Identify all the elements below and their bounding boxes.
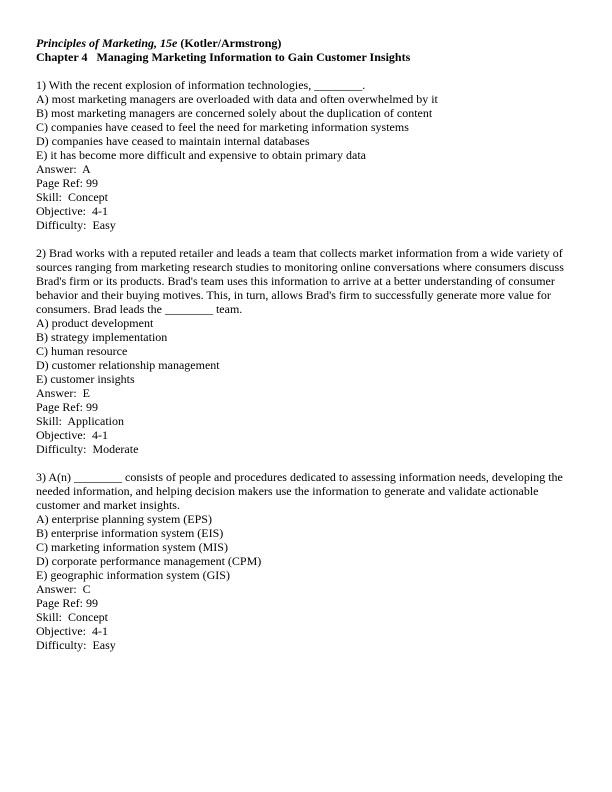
answer: Answer: A (36, 162, 91, 176)
option-c: C) human resource (36, 344, 128, 358)
option-d: D) corporate performance management (CPM) (36, 554, 262, 568)
option-e: E) customer insights (36, 372, 135, 386)
document-page (36, 36, 576, 652)
book-authors: (Kotler/Armstrong) (177, 36, 282, 50)
option-a: A) enterprise planning system (EPS) (36, 512, 212, 526)
option-c: C) companies have ceased to feel the need for marketing information systems (36, 120, 409, 134)
option-b: B) most marketing managers are concerned solely about the duplication of content (36, 106, 433, 120)
option-a: A) product development (36, 316, 154, 330)
option-b: B) strategy implementation (36, 330, 168, 344)
skill: Skill: Concept (36, 610, 108, 624)
difficulty: Difficulty: Moderate (36, 442, 139, 456)
page-ref: Page Ref: 99 (36, 596, 98, 610)
question-stem: 1) With the recent explosion of information technologies, ________. (36, 78, 366, 92)
objective: Objective: 4-1 (36, 624, 108, 638)
question-1 (36, 78, 576, 232)
answer: Answer: E (36, 386, 90, 400)
option-e: E) geographic information system (GIS) (36, 568, 230, 582)
answer: Answer: C (36, 582, 91, 596)
question-3 (36, 470, 576, 652)
document-title (36, 36, 576, 50)
question-stem: 2) Brad works with a reputed retailer and leads a team that collects market information from a wide variety of sources ranging from marketing research studies to monitoring online conversations where consumers discuss Brad's firm or its products. Brad's team uses this information to arrive at a better understanding of consumer behavior and their buying motives. This, in turn, allows Brad's firm to successfully generate more value for consumers. Brad leads the ________ team. (36, 246, 564, 316)
option-c: C) marketing information system (MIS) (36, 540, 228, 554)
objective: Objective: 4-1 (36, 428, 108, 442)
chapter-title: Chapter 4 Managing Marketing Information to Gain Customer Insights (36, 50, 411, 64)
option-b: B) enterprise information system (EIS) (36, 526, 224, 540)
difficulty: Difficulty: Easy (36, 218, 116, 232)
option-e: E) it has become more difficult and expensive to obtain primary data (36, 148, 367, 162)
question-2 (36, 246, 576, 456)
skill: Skill: Concept (36, 190, 108, 204)
question-stem: 3) A(n) ________ consists of people and procedures dedicated to assessing information needs, developing the needed information, and helping decision makers use the information to generate and validate actionable customer and market insights. (36, 470, 563, 512)
book-title: Principles of Marketing, 15e (36, 36, 178, 50)
page-ref: Page Ref: 99 (36, 176, 98, 190)
skill: Skill: Application (36, 414, 125, 428)
option-d: D) customer relationship management (36, 358, 220, 372)
page-ref: Page Ref: 99 (36, 400, 98, 414)
objective: Objective: 4-1 (36, 204, 108, 218)
option-d: D) companies have ceased to maintain internal databases (36, 134, 310, 148)
difficulty: Difficulty: Easy (36, 638, 116, 652)
option-a: A) most marketing managers are overloaded with data and often overwhelmed by it (36, 92, 438, 106)
